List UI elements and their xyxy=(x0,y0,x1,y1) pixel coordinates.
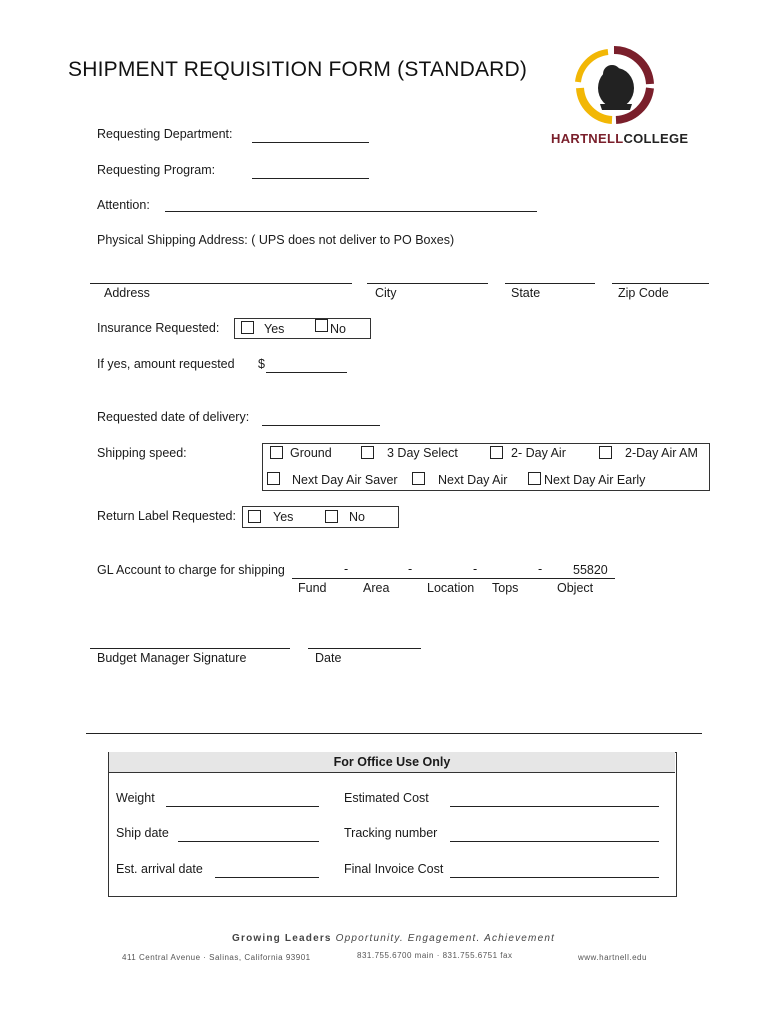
insurance-yes-checkbox[interactable] xyxy=(241,321,254,334)
gl-dash: - xyxy=(408,562,413,576)
estimated-cost-label: Estimated Cost xyxy=(344,791,429,805)
address-caption: Address xyxy=(104,286,150,300)
three-day-select-checkbox[interactable] xyxy=(361,446,374,459)
next-day-air-checkbox[interactable] xyxy=(412,472,425,485)
insurance-options-box xyxy=(234,318,371,339)
footer-phone: 831.755.6700 main · 831.755.6751 fax xyxy=(357,951,513,960)
requesting-department-label: Requesting Department: xyxy=(97,127,233,141)
attention-field[interactable] xyxy=(165,211,537,212)
ship-date-label: Ship date xyxy=(116,826,169,840)
zip-caption: Zip Code xyxy=(618,286,669,300)
insurance-no-checkbox[interactable] xyxy=(315,319,328,332)
final-invoice-cost-field[interactable] xyxy=(450,877,659,878)
weight-field[interactable] xyxy=(166,806,319,807)
shipping-speed-label: Shipping speed: xyxy=(97,446,187,460)
final-invoice-cost-label: Final Invoice Cost xyxy=(344,862,444,876)
delivery-date-label: Requested date of delivery: xyxy=(97,410,250,424)
budget-signature-caption: Budget Manager Signature xyxy=(97,651,247,665)
amount-label: If yes, amount requested xyxy=(97,357,235,371)
footer-website[interactable]: www.hartnell.edu xyxy=(578,953,647,962)
two-day-air-label: 2- Day Air xyxy=(511,446,566,460)
amount-field[interactable] xyxy=(266,372,347,373)
requesting-program-field[interactable] xyxy=(252,178,369,179)
return-label-no-checkbox[interactable] xyxy=(325,510,338,523)
return-label-yes-checkbox[interactable] xyxy=(248,510,261,523)
page-title: SHIPMENT REQUISITION FORM (STANDARD) xyxy=(68,58,528,81)
ground-label: Ground xyxy=(290,446,332,460)
tracking-number-field[interactable] xyxy=(450,841,659,842)
return-label-label: Return Label Requested: xyxy=(97,509,236,523)
next-day-air-early-checkbox[interactable] xyxy=(528,472,541,485)
arrival-date-field[interactable] xyxy=(215,877,319,878)
college-wordmark: HARTNELLCOLLEGE xyxy=(551,131,689,146)
three-day-select-label: 3 Day Select xyxy=(387,446,458,460)
insurance-no-label: No xyxy=(330,322,346,336)
gl-account-field[interactable] xyxy=(292,578,615,579)
gl-dash: - xyxy=(473,562,478,576)
return-label-no-label: No xyxy=(349,510,365,524)
delivery-date-field[interactable] xyxy=(262,425,380,426)
weight-label: Weight xyxy=(116,791,155,805)
insurance-label: Insurance Requested: xyxy=(97,321,220,335)
address-field[interactable] xyxy=(90,283,352,284)
estimated-cost-field[interactable] xyxy=(450,806,659,807)
tracking-number-label: Tracking number xyxy=(344,826,438,840)
gl-tops-caption: Tops xyxy=(492,581,519,595)
office-use-title: For Office Use Only xyxy=(333,755,451,769)
requesting-program-label: Requesting Program: xyxy=(97,163,216,177)
city-caption: City xyxy=(375,286,397,300)
footer-address: 411 Central Avenue · Salinas, California 93901 xyxy=(122,953,311,962)
section-divider xyxy=(86,733,702,734)
arrival-date-label: Est. arrival date xyxy=(116,862,203,876)
return-label-yes-label: Yes xyxy=(273,510,294,524)
ship-date-field[interactable] xyxy=(178,841,319,842)
gl-dash: - xyxy=(344,562,349,576)
college-logo xyxy=(572,44,656,126)
gl-dash: - xyxy=(538,562,543,576)
date-caption: Date xyxy=(315,651,342,665)
two-day-air-checkbox[interactable] xyxy=(490,446,503,459)
footer-tagline: Growing Leaders Opportunity. Engagement. Achievement xyxy=(232,933,556,944)
gl-fund-caption: Fund xyxy=(298,581,327,595)
dollar-sign: $ xyxy=(258,357,265,371)
panther-logo-icon xyxy=(572,44,656,126)
gl-object-value: 55820 xyxy=(573,563,608,577)
gl-object-caption: Object xyxy=(557,581,594,595)
gl-location-caption: Location xyxy=(427,581,475,595)
next-day-air-label: Next Day Air xyxy=(438,473,508,487)
next-day-air-saver-label: Next Day Air Saver xyxy=(292,473,398,487)
next-day-air-saver-checkbox[interactable] xyxy=(267,472,280,485)
two-day-air-am-checkbox[interactable] xyxy=(599,446,612,459)
insurance-yes-label: Yes xyxy=(264,322,285,336)
city-field[interactable] xyxy=(367,283,488,284)
state-field[interactable] xyxy=(505,283,595,284)
requesting-department-field[interactable] xyxy=(252,142,369,143)
physical-address-label: Physical Shipping Address: ( UPS does not deliver to PO Boxes) xyxy=(97,233,455,247)
state-caption: State xyxy=(511,286,541,300)
attention-label: Attention: xyxy=(97,198,150,212)
next-day-air-early-label: Next Day Air Early xyxy=(544,473,646,487)
gl-area-caption: Area xyxy=(363,581,390,595)
budget-signature-field[interactable] xyxy=(90,648,290,649)
ground-checkbox[interactable] xyxy=(270,446,283,459)
zip-field[interactable] xyxy=(612,283,709,284)
return-label-options-box xyxy=(242,506,399,528)
signature-date-field[interactable] xyxy=(308,648,421,649)
gl-account-label: GL Account to charge for shipping xyxy=(97,563,285,577)
two-day-air-am-label: 2-Day Air AM xyxy=(625,446,698,460)
